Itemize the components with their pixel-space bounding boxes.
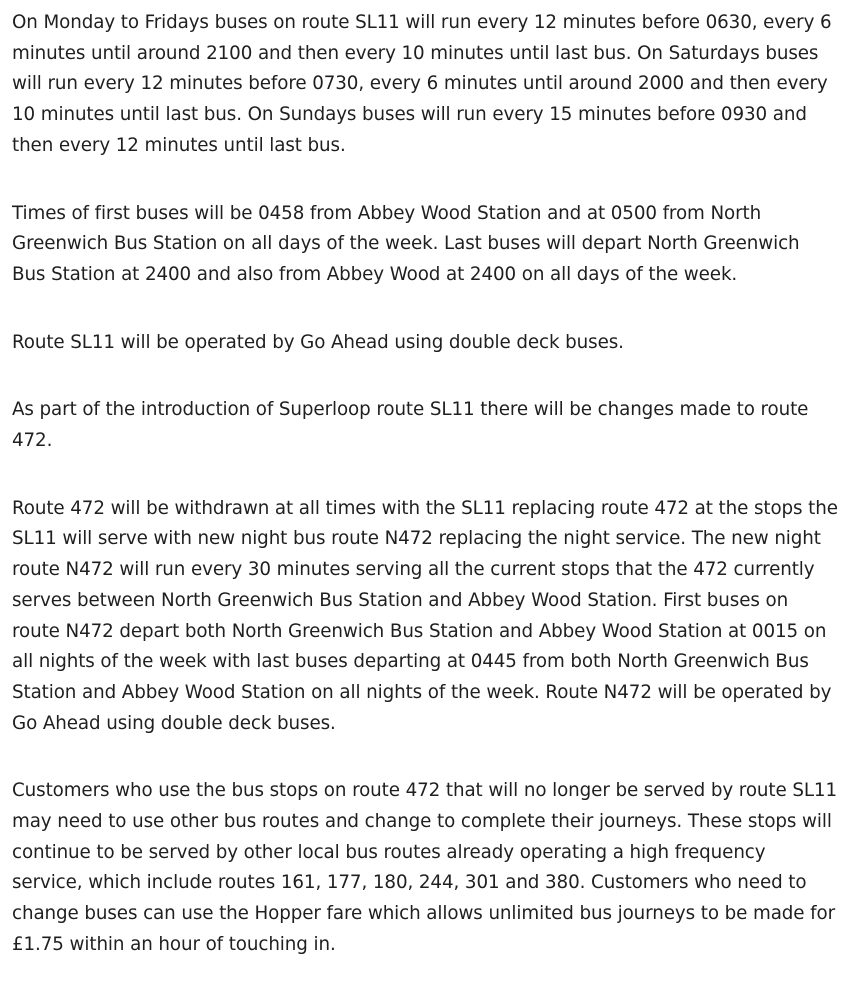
paragraph-customer-advice: Customers who use the bus stops on route 472 that will no longer be served by route SL11 may need to use other bus routes and change to complete their journeys. These stops will continue to be served by other local bus routes already operating a high frequency service, which include routes 161, 177, 180, 244, 301 and 380. Customers who need to change buses can use the Hopper fare which allows unlimited bus journeys to be made for £1.75 within an hour of touching in. (12, 780, 837, 955)
article-body (12, 8, 838, 998)
paragraph-route-472-withdrawal: Route 472 will be withdrawn at all times with the SL11 replacing route 472 at the stops the SL11 will serve with new night bus route N472 replacing the night service. The new night route N472 will run every 30 minutes serving all the current stops that the 472 currently serves between North Greenwich Bus Station and Abbey Wood Station. First buses on route N472 depart both North Greenwich Bus Station and Abbey Wood Station at 0015 on all nights of the week with last buses departing at 0445 from both North Greenwich Bus Station and Abbey Wood Station on all nights of the week. Route N472 will be operated by Go Ahead using double deck buses. (12, 497, 838, 734)
paragraph-first-last-buses: Times of first buses will be 0458 from Abbey Wood Station and at 0500 from North Greenwich Bus Station on all days of the week. Last buses will depart North Greenwich Bus Station at 2400 and also from Abbey Wood at 2400 on all days of the week. (12, 202, 800, 285)
paragraph-route-472-intro: As part of the introduction of Superloop route SL11 there will be changes made to route 472. (12, 399, 809, 452)
paragraph-sl11-frequency: On Monday to Fridays buses on route SL11 will run every 12 minutes before 0630, every 6 minutes until around 2100 and then every 10 minutes until last bus. On Saturdays buses will run every 12 minutes before 0730, every 6 minutes until around 2000 and then every 10 minutes until last bus. On Sundays buses will run every 15 minutes before 0930 and then every 12 minutes until last bus. (12, 12, 832, 156)
paragraph-operator: Route SL11 will be operated by Go Ahead using double deck buses. (12, 331, 624, 353)
